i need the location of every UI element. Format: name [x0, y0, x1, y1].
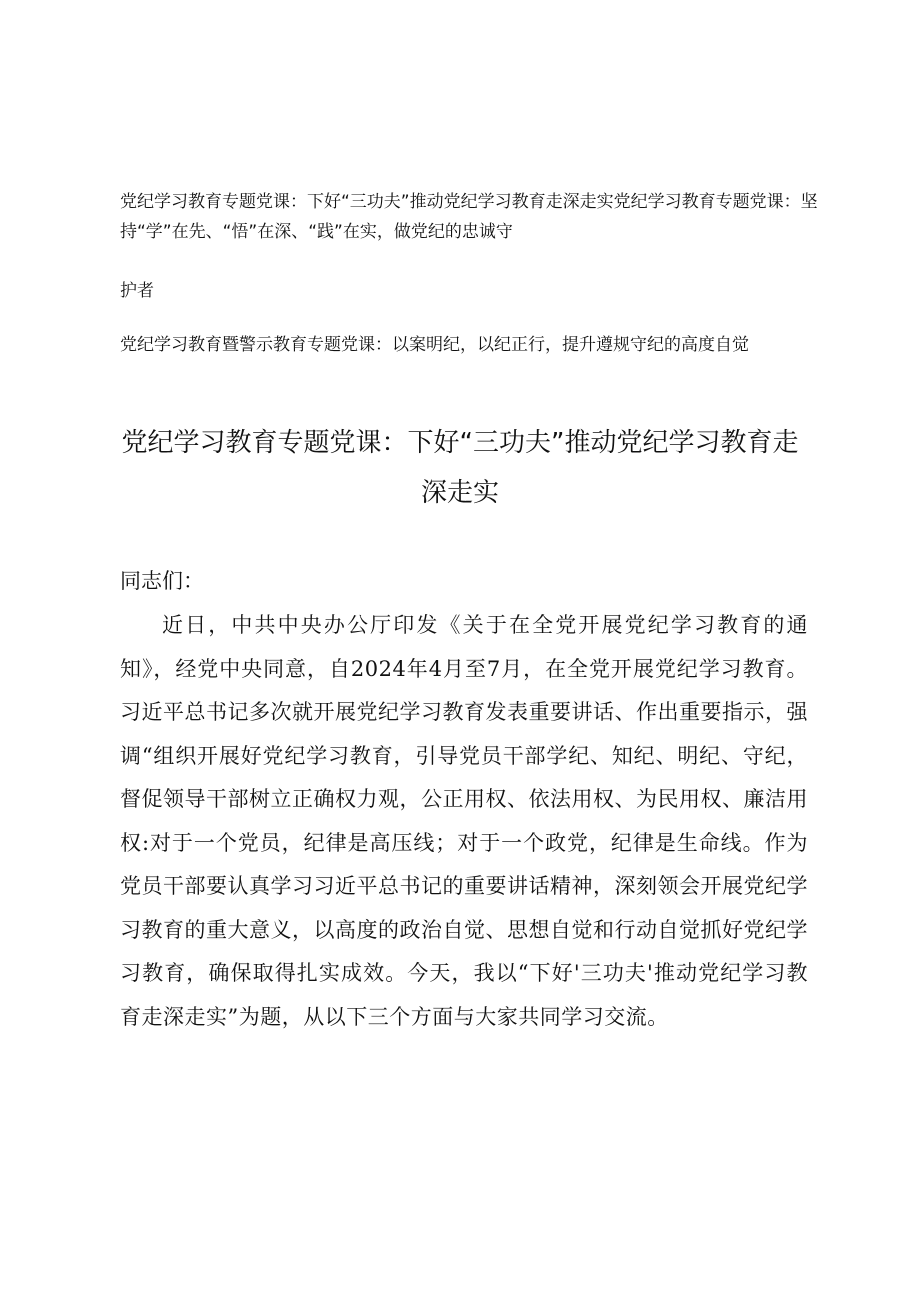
body-paragraph-1: 近日，中共中央办公厅印发《关于在全党开展党纪学习教育的通知》，经党中央同意，自2024年4月至7月，在全党开展党纪学习教育。习近平总书记多次就开展党纪学习教育发表重要讲话、作出重要指示，强调“组织开展好党纪学习教育，引导党员干部学纪、知纪、明纪、守纪，督促领导干部树立正确权力观，公正用权、依法用权、为民用权、廉洁用权:对于一个党员，纪律是高压线；对于一个政党，纪律是生命线。作为党员干部要认真学习习近平总书记的重要讲话精神，深刻领会开展党纪学习教育的重大意义，以高度的政治自觉、思想自觉和行动自觉抓好党纪学习教育，确保取得扎实成效。今天，我以“下好'三功夫'推动党纪学习教育走深走实”为题，从以下三个方面与大家共同学习交流。	[120, 613, 808, 1029]
article-title: 党纪学习教育专题党课：下好“三功夫”推动党纪学习教育走深走实	[121, 428, 799, 508]
toc-entry-1: 党纪学习教育专题党课：下好“三功夫”推动党纪学习教育走深走实党纪学习教育专题党课：坚持“学”在先、“悟”在深、“践”在实，做党纪的忠诚守	[120, 192, 818, 242]
salutation: 同志们：	[120, 569, 204, 593]
toc-entry-2: 党纪学习教育暨警示教育专题党课：以案明纪，以纪正行，提升遵规守纪的高度自觉	[120, 335, 749, 355]
toc-entry-1-continued: 护者	[120, 281, 154, 301]
